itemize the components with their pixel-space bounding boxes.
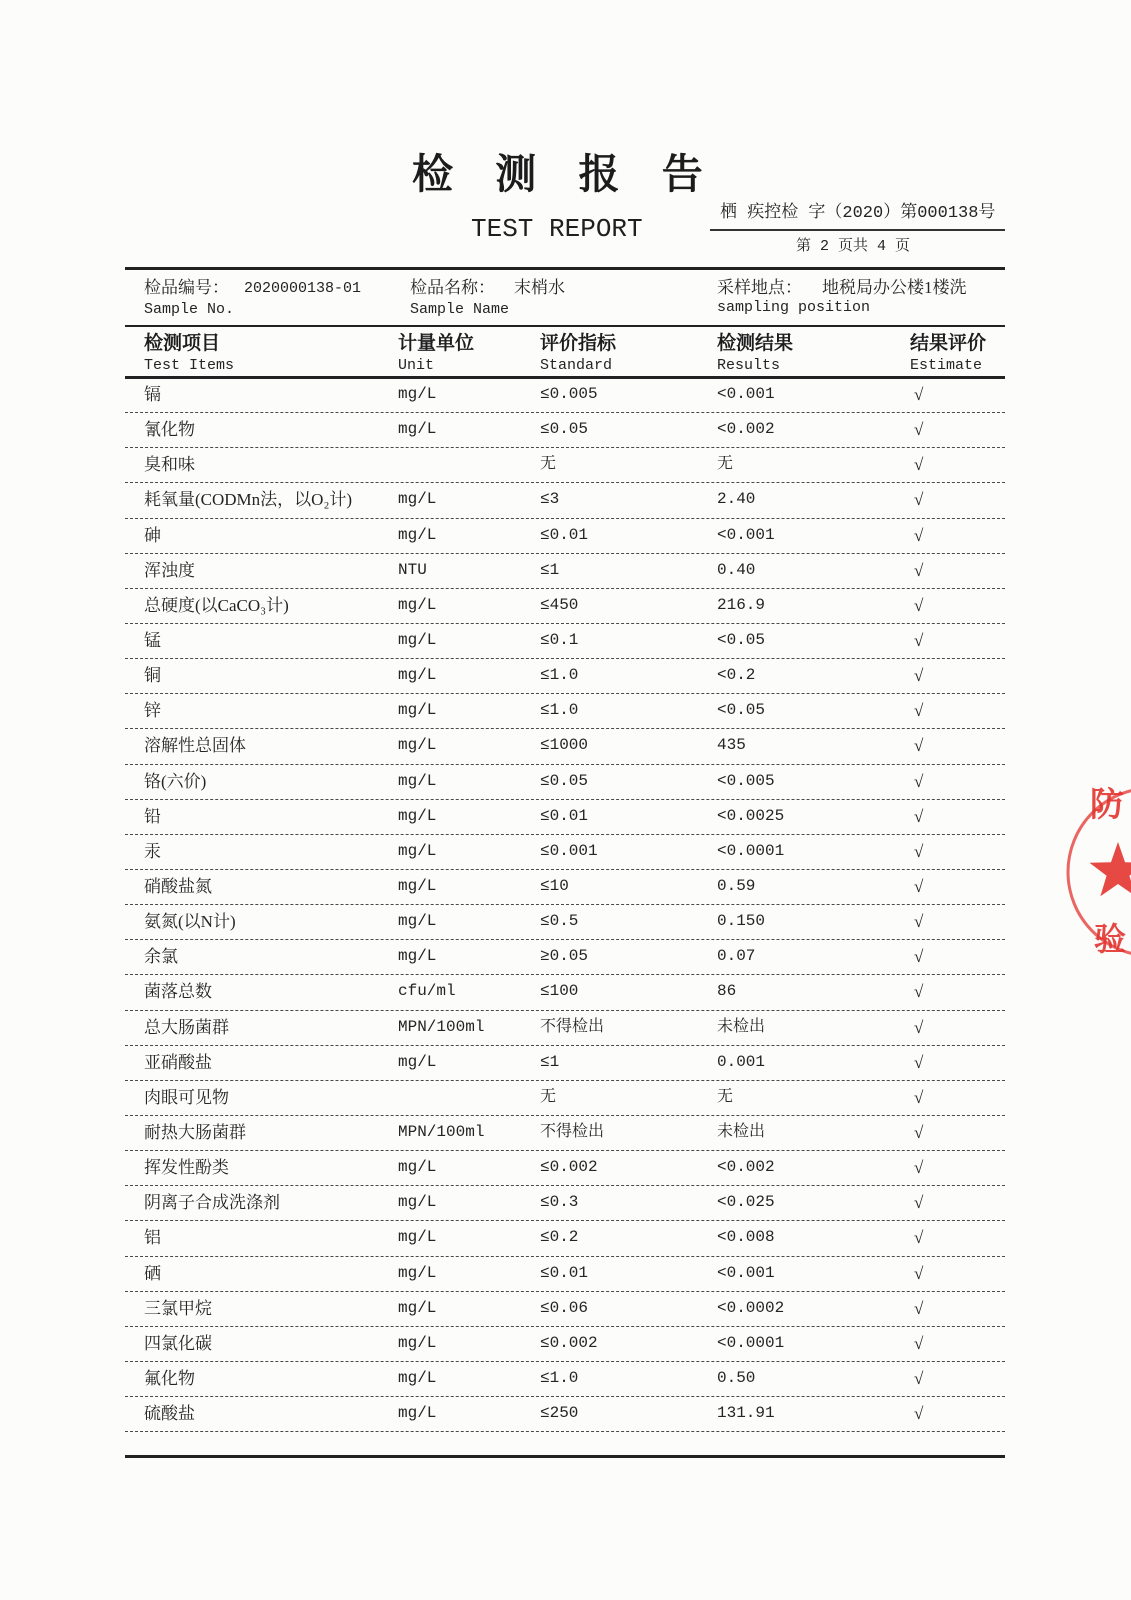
- unit: mg/L: [398, 771, 437, 790]
- test-item: 亚硝酸盐: [144, 1052, 212, 1072]
- test-item: 菌落总数: [144, 982, 212, 1002]
- table-row: [125, 378, 1005, 413]
- report-title-en: TEST REPORT: [471, 214, 643, 244]
- table-row: [125, 729, 1005, 764]
- result: <0.0001: [717, 841, 785, 860]
- estimate-check: √: [914, 385, 924, 404]
- unit: mg/L: [398, 1193, 437, 1212]
- seal-char-top: 防: [1090, 787, 1124, 824]
- standard: ≤0.005: [540, 385, 598, 403]
- report-number-underline: [710, 229, 1005, 231]
- sampling-location-value: 地税局办公楼1楼洗: [822, 278, 967, 297]
- unit: mg/L: [398, 1333, 437, 1352]
- standard: ≤1: [540, 1052, 560, 1071]
- estimate-check: √: [914, 876, 924, 896]
- table-row: [125, 554, 1005, 589]
- table-row: [125, 413, 1005, 448]
- unit: mg/L: [398, 385, 437, 403]
- test-item: 铅: [144, 806, 161, 826]
- result: <0.0002: [717, 1298, 785, 1317]
- result: 0.40: [717, 560, 756, 579]
- table-row: [125, 905, 1005, 940]
- table-row: [125, 1046, 1005, 1081]
- estimate-check: √: [914, 1017, 924, 1037]
- standard: ≤0.5: [540, 912, 579, 931]
- unit: mg/L: [398, 490, 437, 509]
- sampling-location-label: 采样地点：: [717, 278, 802, 297]
- sample-no-label: 检品编号：: [144, 278, 229, 297]
- result: 2.40: [717, 490, 756, 509]
- estimate-check: √: [914, 595, 924, 615]
- result: 0.59: [717, 876, 756, 895]
- test-item: 臭和味: [144, 455, 195, 475]
- standard: ≤1: [540, 560, 560, 579]
- standard: ≤0.01: [540, 1263, 589, 1282]
- sample-name-label-en: Sample Name: [410, 301, 510, 318]
- unit: MPN/100ml: [398, 1122, 485, 1141]
- column-header-estimate-en: Estimate: [910, 357, 983, 374]
- unit: mg/L: [398, 525, 437, 544]
- unit: mg/L: [398, 595, 437, 614]
- column-header-estimate: 结果评价: [910, 333, 987, 354]
- unit: cfu/ml: [398, 982, 456, 1001]
- unit: mg/L: [398, 912, 437, 931]
- table-row: [125, 448, 1005, 483]
- standard: ≤0.001: [540, 841, 598, 860]
- standard: ≤450: [540, 595, 579, 614]
- test-item: 镉: [144, 385, 161, 404]
- estimate-check: √: [914, 1368, 924, 1388]
- test-item: 总硬度(以CaCO₃计): [144, 595, 289, 615]
- estimate-check: √: [914, 841, 924, 861]
- result: <0.0025: [717, 806, 785, 825]
- result: 216.9: [717, 595, 766, 614]
- estimate-check: √: [914, 1404, 924, 1424]
- estimate-check: √: [914, 1228, 924, 1248]
- result: <0.2: [717, 666, 756, 685]
- table-row: [125, 483, 1005, 518]
- table-row: [125, 1081, 1005, 1116]
- result: 无: [717, 1087, 734, 1106]
- result: 86: [717, 982, 737, 1001]
- result: <0.005: [717, 771, 775, 790]
- test-item: 硝酸盐氮: [144, 876, 212, 896]
- test-item: 浑浊度: [144, 560, 195, 580]
- estimate-check: √: [914, 1087, 924, 1107]
- unit: NTU: [398, 560, 427, 579]
- result: 435: [717, 736, 746, 755]
- standard: ≤0.002: [540, 1158, 598, 1177]
- column-header-standard-en: Standard: [540, 357, 613, 374]
- estimate-check: √: [914, 1333, 924, 1353]
- unit: mg/L: [398, 1298, 437, 1317]
- table-row: [125, 624, 1005, 659]
- test-item: 挥发性酚类: [144, 1158, 229, 1178]
- test-item: 阴离子合成洗涤剂: [144, 1193, 280, 1213]
- test-item: 硒: [144, 1263, 161, 1283]
- unit: mg/L: [398, 1228, 437, 1247]
- test-item: 硫酸盐: [144, 1404, 195, 1424]
- column-header-unit: 计量单位: [398, 333, 475, 354]
- standard: 无: [540, 1087, 557, 1106]
- unit: mg/L: [398, 841, 437, 860]
- official-seal: [1060, 750, 1131, 1000]
- estimate-check: √: [914, 630, 924, 650]
- estimate-check: √: [914, 455, 924, 475]
- standard: 不得检出: [540, 1122, 605, 1141]
- estimate-check: √: [914, 947, 924, 967]
- unit: mg/L: [398, 1368, 437, 1387]
- unit: mg/L: [398, 947, 437, 966]
- standard: 无: [540, 455, 557, 474]
- standard: ≥0.05: [540, 947, 589, 966]
- column-header-item-en: Test Items: [144, 357, 235, 374]
- standard: ≤0.05: [540, 771, 589, 790]
- standard: ≤1.0: [540, 701, 579, 720]
- table-row: [125, 940, 1005, 975]
- estimate-check: √: [914, 490, 924, 510]
- table-row: [125, 765, 1005, 800]
- sampling-location-label-en: sampling position: [717, 299, 871, 316]
- test-item: 氰化物: [144, 420, 195, 440]
- table-row: [125, 800, 1005, 835]
- column-header-item: 检测项目: [144, 333, 221, 354]
- test-item: 四氯化碳: [144, 1333, 212, 1353]
- result: <0.001: [717, 525, 775, 544]
- unit: mg/L: [398, 420, 437, 439]
- table-row: [125, 1011, 1005, 1046]
- estimate-check: √: [914, 1193, 924, 1213]
- table-row: [125, 694, 1005, 729]
- test-item: 锰: [144, 630, 161, 650]
- unit: mg/L: [398, 1052, 437, 1071]
- result: 未检出: [717, 1122, 766, 1141]
- standard: ≤0.2: [540, 1228, 579, 1247]
- results-table: [125, 378, 1005, 1432]
- standard: 不得检出: [540, 1017, 605, 1036]
- estimate-check: √: [914, 1158, 924, 1178]
- test-item: 砷: [144, 525, 161, 545]
- estimate-check: √: [914, 806, 924, 826]
- standard: ≤0.3: [540, 1193, 579, 1212]
- table-row: [125, 1327, 1005, 1362]
- standard: ≤0.05: [540, 420, 589, 439]
- standard: ≤1000: [540, 736, 589, 755]
- result: 0.50: [717, 1368, 756, 1387]
- table-row: [125, 1397, 1005, 1432]
- test-item: 总大肠菌群: [144, 1017, 229, 1037]
- result: <0.001: [717, 1263, 775, 1282]
- sample-name-label: 检品名称：: [410, 278, 495, 297]
- test-item: 溶解性总固体: [144, 736, 246, 756]
- unit: mg/L: [398, 876, 437, 895]
- standard: ≤0.01: [540, 806, 589, 825]
- table-row: [125, 659, 1005, 694]
- result: 无: [717, 455, 734, 474]
- table-row: [125, 1116, 1005, 1151]
- seal-char-bottom: 验: [1094, 921, 1127, 957]
- standard: ≤1.0: [540, 666, 579, 685]
- result: <0.025: [717, 1193, 775, 1212]
- standard: ≤100: [540, 982, 579, 1001]
- table-row: [125, 519, 1005, 554]
- column-header-results: 检测结果: [717, 333, 794, 354]
- test-item: 肉眼可见物: [144, 1087, 229, 1107]
- table-row: [125, 589, 1005, 624]
- column-header-unit-en: Unit: [398, 357, 435, 374]
- result: 0.001: [717, 1052, 766, 1071]
- result: 未检出: [717, 1017, 766, 1036]
- unit: mg/L: [398, 736, 437, 755]
- sample-no-label-en: Sample No.: [144, 301, 235, 318]
- estimate-check: √: [914, 1052, 924, 1072]
- standard: ≤1.0: [540, 1368, 579, 1387]
- unit: mg/L: [398, 630, 437, 649]
- table-bottom-rule: [125, 1455, 1005, 1458]
- estimate-check: √: [914, 666, 924, 686]
- column-header-results-en: Results: [717, 357, 781, 374]
- test-item: 铜: [144, 666, 161, 686]
- result: <0.05: [717, 701, 766, 720]
- estimate-check: √: [914, 420, 924, 440]
- standard: ≤10: [540, 876, 569, 895]
- report-title: 检 测 报 告: [412, 151, 719, 197]
- unit: MPN/100ml: [398, 1017, 485, 1036]
- result: 0.07: [717, 947, 756, 966]
- estimate-check: √: [914, 771, 924, 791]
- result: <0.05: [717, 630, 766, 649]
- test-item: 三氯甲烷: [144, 1298, 212, 1318]
- unit: mg/L: [398, 806, 437, 825]
- result: <0.008: [717, 1228, 775, 1247]
- seal-star-icon: [1089, 842, 1131, 896]
- standard: ≤3: [540, 490, 560, 509]
- result: <0.0001: [717, 1333, 785, 1352]
- unit: mg/L: [398, 1404, 437, 1423]
- standard: ≤250: [540, 1404, 579, 1423]
- test-item: 氟化物: [144, 1368, 195, 1388]
- estimate-check: √: [914, 736, 924, 756]
- page-indicator: 第 2 页共 4 页: [796, 238, 911, 255]
- sample-name-value: 末梢水: [514, 278, 565, 297]
- estimate-check: √: [914, 701, 924, 721]
- unit: mg/L: [398, 701, 437, 720]
- result: <0.001: [717, 385, 775, 403]
- estimate-check: √: [914, 1298, 924, 1318]
- result: 131.91: [717, 1404, 775, 1423]
- test-item: 汞: [144, 841, 161, 861]
- estimate-check: √: [914, 1263, 924, 1283]
- table-row: [125, 835, 1005, 870]
- table-row: [125, 1257, 1005, 1292]
- test-item: 铬(六价): [144, 771, 207, 791]
- test-item: 氨氮(以N计): [144, 912, 236, 932]
- estimate-check: √: [914, 525, 924, 545]
- standard: ≤0.002: [540, 1333, 598, 1352]
- table-row: [125, 1221, 1005, 1256]
- table-row: [125, 1362, 1005, 1397]
- table-row: [125, 1151, 1005, 1186]
- test-item: 铝: [144, 1228, 161, 1248]
- result: <0.002: [717, 420, 775, 439]
- estimate-check: √: [914, 912, 924, 932]
- unit: mg/L: [398, 666, 437, 685]
- unit: mg/L: [398, 1263, 437, 1282]
- table-row: [125, 975, 1005, 1010]
- test-item: 余氯: [144, 947, 178, 967]
- test-item: 锌: [144, 701, 161, 721]
- info-divider: [125, 325, 1005, 327]
- unit: mg/L: [398, 1158, 437, 1177]
- result: <0.002: [717, 1158, 775, 1177]
- header-top-rule: [125, 267, 1005, 270]
- result: 0.150: [717, 912, 766, 931]
- table-row: [125, 1186, 1005, 1221]
- sample-no-value: 2020000138-01: [244, 280, 362, 297]
- test-item: 耐热大肠菌群: [144, 1122, 246, 1142]
- column-header-standard: 评价指标: [540, 333, 617, 354]
- estimate-check: √: [914, 982, 924, 1002]
- standard: ≤0.01: [540, 525, 589, 544]
- standard: ≤0.06: [540, 1298, 589, 1317]
- table-row: [125, 1292, 1005, 1327]
- report-number: 栖 疾控检 字（2020）第000138号: [720, 204, 996, 223]
- estimate-check: √: [914, 560, 924, 580]
- table-row: [125, 870, 1005, 905]
- estimate-check: √: [914, 1122, 924, 1142]
- standard: ≤0.1: [540, 630, 579, 649]
- test-item: 耗氧量(CODMn法，以O₂计): [144, 490, 353, 510]
